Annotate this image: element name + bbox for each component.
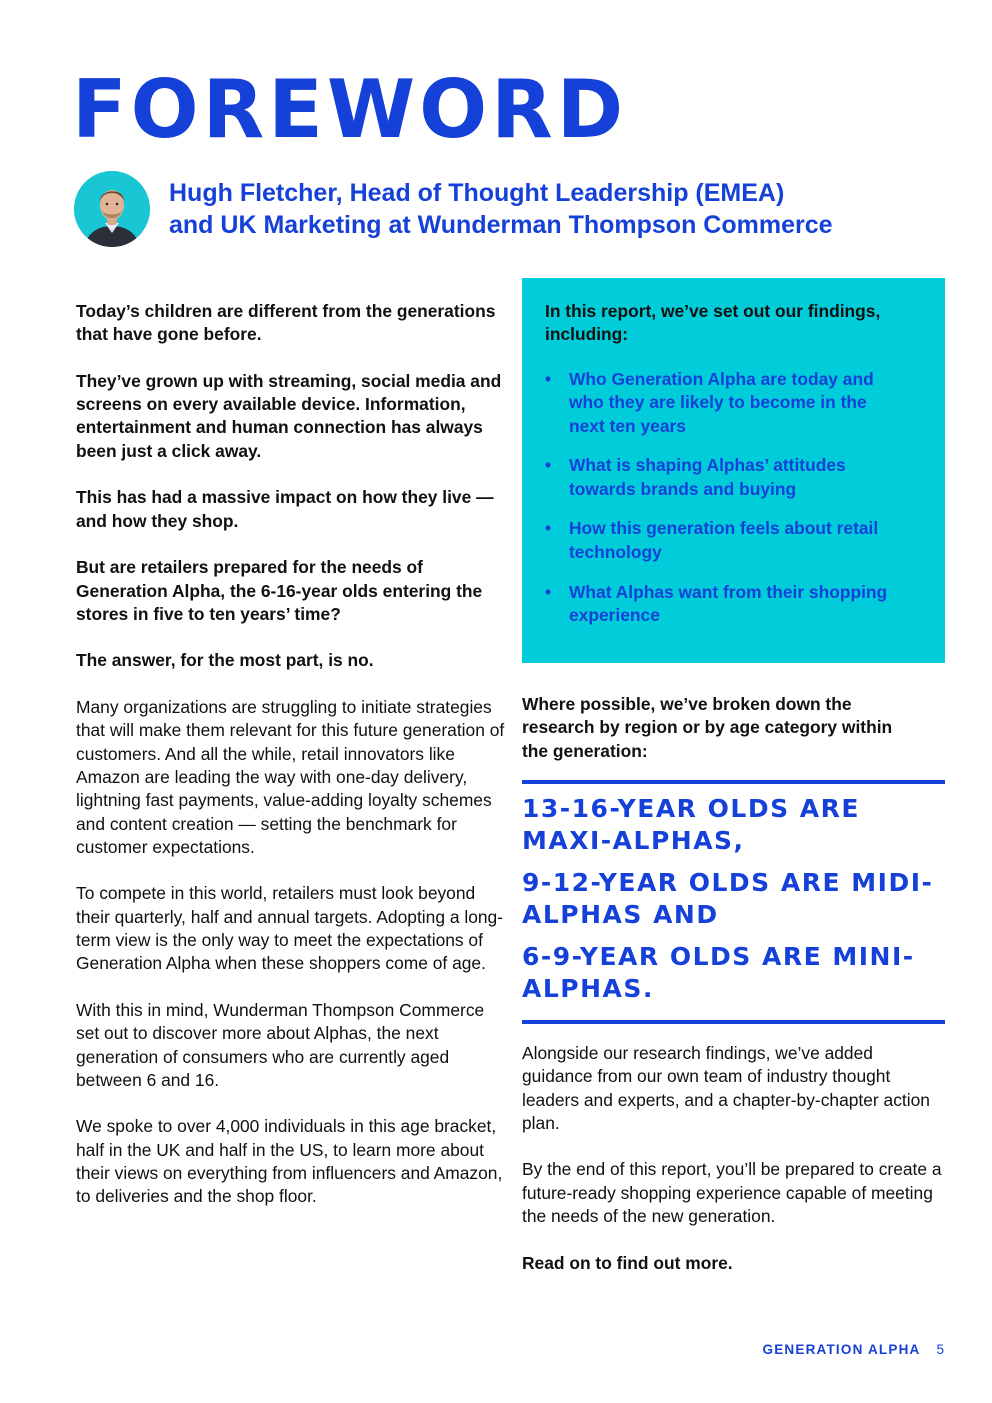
- page-number: 5: [936, 1342, 944, 1357]
- intro-paragraph: But are retailers prepared for the needs of Generation Alpha, the 6-16-year olds entering the stores in five to ten years’ time?: [76, 557, 483, 624]
- author-name-title: Hugh Fletcher, Head of Thought Leadership (EMEA): [169, 179, 785, 207]
- list-item: [545, 517, 905, 564]
- bullet-icon: •: [545, 369, 552, 389]
- divider-top: [522, 780, 945, 784]
- publication-name: GENERATION ALPHA: [762, 1342, 921, 1357]
- intro-paragraph: The answer, for the most part, is no.: [76, 650, 374, 671]
- intro-paragraph: This has had a massive impact on how they live — and how they shop.: [76, 487, 494, 531]
- findings-panel: [522, 278, 945, 663]
- list-item: [545, 581, 905, 628]
- headline-midi: 9-12-YEAR OLDS ARE MIDI-ALPHAS AND: [522, 868, 934, 929]
- age-category-headlines: [522, 793, 945, 1015]
- body-paragraph: To compete in this world, retailers must look beyond their quarterly, half and annual targets. Adopting a long-term view is the only way to meet the expectations of Generation Alpha when these shoppers come of age.: [76, 883, 503, 974]
- left-column: [76, 300, 506, 1232]
- author-avatar: [74, 171, 150, 247]
- bullet-icon: •: [545, 581, 552, 602]
- intro-paragraph: They’ve grown up with streaming, social media and screens on every available device. Information, entertainment and human connection has always been just a click away.: [76, 370, 502, 461]
- list-item: [545, 454, 905, 501]
- body-paragraph: By the end of this report, you’ll be prepared to create a future-ready shopping experience capable of meeting the needs of the new generation.: [522, 1159, 942, 1227]
- findings-list: [545, 368, 905, 644]
- divider-bottom: [522, 1020, 945, 1024]
- page-footer: [763, 1341, 944, 1359]
- list-item: [545, 368, 905, 438]
- author-organization: and UK Marketing at Wunderman Thompson Commerce: [169, 211, 833, 239]
- body-paragraph: Alongside our research findings, we’ve added guidance from our own team of industry thought leaders and experts, and a chapter-by-chapter action plan.: [522, 1043, 930, 1133]
- headline-maxi: 13-16-YEAR OLDS ARE MAXI-ALPHAS,: [522, 794, 860, 855]
- finding-text: Who Generation Alpha are today and who they are likely to become in the next ten years: [569, 369, 874, 436]
- finding-text: How this generation feels about retail technology: [569, 518, 879, 562]
- bullet-icon: •: [545, 455, 552, 476]
- finding-text: What Alphas want from their shopping experience: [569, 581, 888, 625]
- body-paragraph: With this in mind, Wunderman Thompson Commerce set out to discover more about Alphas, the next generation of consumers who are currently aged between 6 and 16.: [76, 999, 485, 1090]
- bullet-icon: •: [545, 518, 552, 539]
- person-photo-icon: [74, 171, 150, 247]
- findings-intro: In this report, we’ve set out our findings, including:: [545, 301, 881, 345]
- body-paragraph: We spoke to over 4,000 individuals in this age bracket, half in the UK and half in the US, to learn more about their views on everything from influencers and Amazon, to deliveries and the shop floor.: [76, 1116, 503, 1207]
- author-byline: [169, 177, 929, 241]
- page-title: FOREWORD: [72, 63, 628, 156]
- headline-mini: 6-9-YEAR OLDS ARE MINI-ALPHAS.: [522, 942, 915, 1003]
- body-paragraph: Many organizations are struggling to initiate strategies that will make them relevant for this future generation of customers. And all the while, retail innovators like Amazon are leading the way with one-day delivery, lightning fast payments, value-adding loyalty schemes and content creation — setting the benchmark for customer expectations.: [76, 697, 505, 857]
- closing-line: Read on to find out more.: [522, 1252, 733, 1273]
- intro-paragraph: Today’s children are different from the generations that have gone before.: [76, 301, 496, 345]
- right-column: [522, 1042, 945, 1298]
- breakdown-intro: Where possible, we’ve broken down the research by region or by age category within the generation:: [522, 694, 893, 761]
- finding-text: What is shaping Alphas’ attitudes towards brands and buying: [569, 455, 846, 499]
